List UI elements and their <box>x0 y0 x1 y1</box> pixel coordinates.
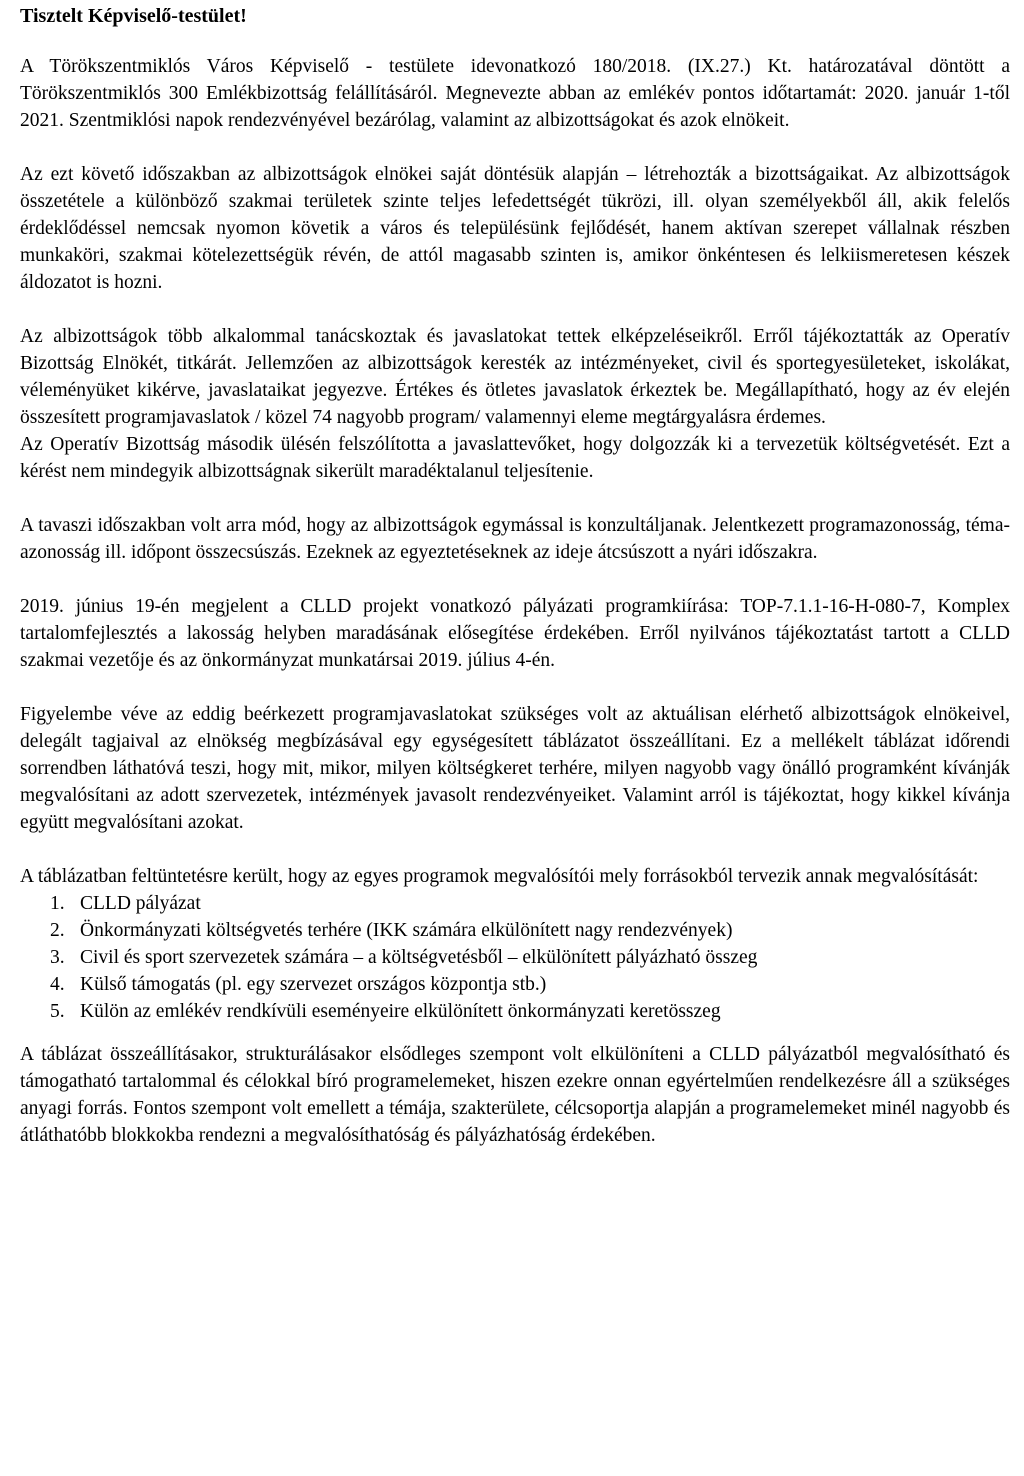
list-item: 1. CLLD pályázat <box>50 893 201 914</box>
list-item: 3. Civil és sport szervezetek számára – a költségvetésből – elkülönített pályázható összeg <box>50 947 758 968</box>
paragraph-table-structure: A táblázat összeállításakor, strukturálásakor elsődleges szempont volt elkülöníteni a CLLD pályázatból megvalósítható és támogatható tartalommal és célokkal bíró programelemeket, hiszen ezekre onnan egyértelműen rendelkezésre áll a szükséges anyagi forrás. Fontos szempont volt emellett a témája, szakterülete, célcsoportja alapján a programelemeket minél nagyobb és átláthatóbb blokkokba rendezni a megvalósíthatóság és pályázhatóság érdekében. <box>20 1044 1010 1146</box>
paragraph-budget-request: Az Operatív Bizottság második ülésén felszólította a javaslattevőket, hogy dolgozzák ki a tervezetük költségvetését. Ezt a kérést nem mindegyik albizottságnak sikerült maradéktalanul teljesítenie. <box>20 434 1010 482</box>
paragraph-spring-consultation: A tavaszi időszakban volt arra mód, hogy az albizottságok egymással is konzultáljanak. Jelentkezett programazonosság, téma-azonosság ill. időpont összecsúszás. Ezeknek az egyeztetéseknek az ideje átcsúszott a nyári időszakra. <box>20 515 1010 563</box>
paragraph-clld-call: 2019. június 19-én megjelent a CLLD projekt vonatkozó pályázati programkiírása: TOP-7.1.1-16-H-080-7, Komplex tartalomfejlesztés a lakosság helyben maradásának elősegítése érdekében. Erről nyilvános tájékoztatást tartott a CLLD szakmai vezetője és az önkormányzat munkatársai 2019. július 4-én. <box>20 596 1010 671</box>
paragraph-subcommittees: Az ezt követő időszakban az albizottságok elnökei saját döntésük alapján – létrehozták a bizottságaikat. Az albizottságok összetétele a különböző szakmai területek szinte teljes lefedettségét tükrözi, ill. olyan személyekből áll, akik felelős érdeklődéssel nemcsak nyomon követik a város és településünk fejlődését, hanem aktívan szerepet vállalnak részben munkaköri, szakmai kötelezettségük révén, de attól magasabb szinten is, amikor önkéntesen és lelkiismeretesen készek áldozatot is hozni. <box>20 164 1010 293</box>
list-item: 4. Külső támogatás (pl. egy szervezet országos központja stb.) <box>50 974 547 995</box>
letter-body <box>20 53 1010 1149</box>
paragraph-unified-table: Figyelembe véve az eddig beérkezett programjavaslatokat szükséges volt az aktuálisan elérhető albizottságok elnökeivel, delegált tagjaival az elnökség megbízásával egy egységesített táblázatot összeállítani. Ez a mellékelt táblázat időrendi sorrendben láthatóvá teszi, hogy mit, mikor, milyen költségkeret terhére, milyen nagyobb vagy önálló programként kívánják megvalósítani az adott szervezetek, intézmények javasolt rendezvényeiket. Valamint arról is tájékoztat, hogy kikkel kívánja együtt megvalósítani azokat. <box>20 704 1010 833</box>
salutation: Tisztelt Képviselő-testület! <box>20 5 247 27</box>
paragraph-proposals: Az albizottságok több alkalommal tanácskoztak és javaslatokat tettek elképzeléseikről. Erről tájékoztatták az Operatív Bizottság Elnökét, titkárát. Jellemzően az albizottságok keresték az intézményeket, civil és sportegyesületeket, iskolákat, véleményüket kikérve, javaslataikat jegyezve. Értékes és ötletes javaslatok érkeztek be. Megállapítható, hogy az év elején összesített programjavaslatok / közel 74 nagyobb program/ valamennyi eleme megtárgyalásra érdemes. <box>20 326 1010 428</box>
paragraph-committee-decision: A Törökszentmiklós Város Képviselő - testülete idevonatkozó 180/2018. (IX.27.) Kt. határozatával döntött a Törökszentmiklós 300 Emlékbizottság felállításáról. Megnevezte abban az emlékév pontos időtartamát: 2020. január 1-től 2021. Szentmiklósi napok rendezvényével bezárólag, valamint az albizottságokat és azok elnökeit. <box>20 56 1010 131</box>
list-item: 5. Külön az emlékév rendkívüli eseményeire elkülönített önkormányzati keretösszeg <box>50 1001 721 1022</box>
funding-sources-list <box>20 890 1010 1025</box>
list-item: 2. Önkormányzati költségvetés terhére (IKK számára elkülönített nagy rendezvények) <box>50 920 733 941</box>
funding-sources-intro: A táblázatban feltüntetésre került, hogy az egyes programok megvalósítói mely forrásokból tervezik annak megvalósítását: <box>20 866 979 887</box>
